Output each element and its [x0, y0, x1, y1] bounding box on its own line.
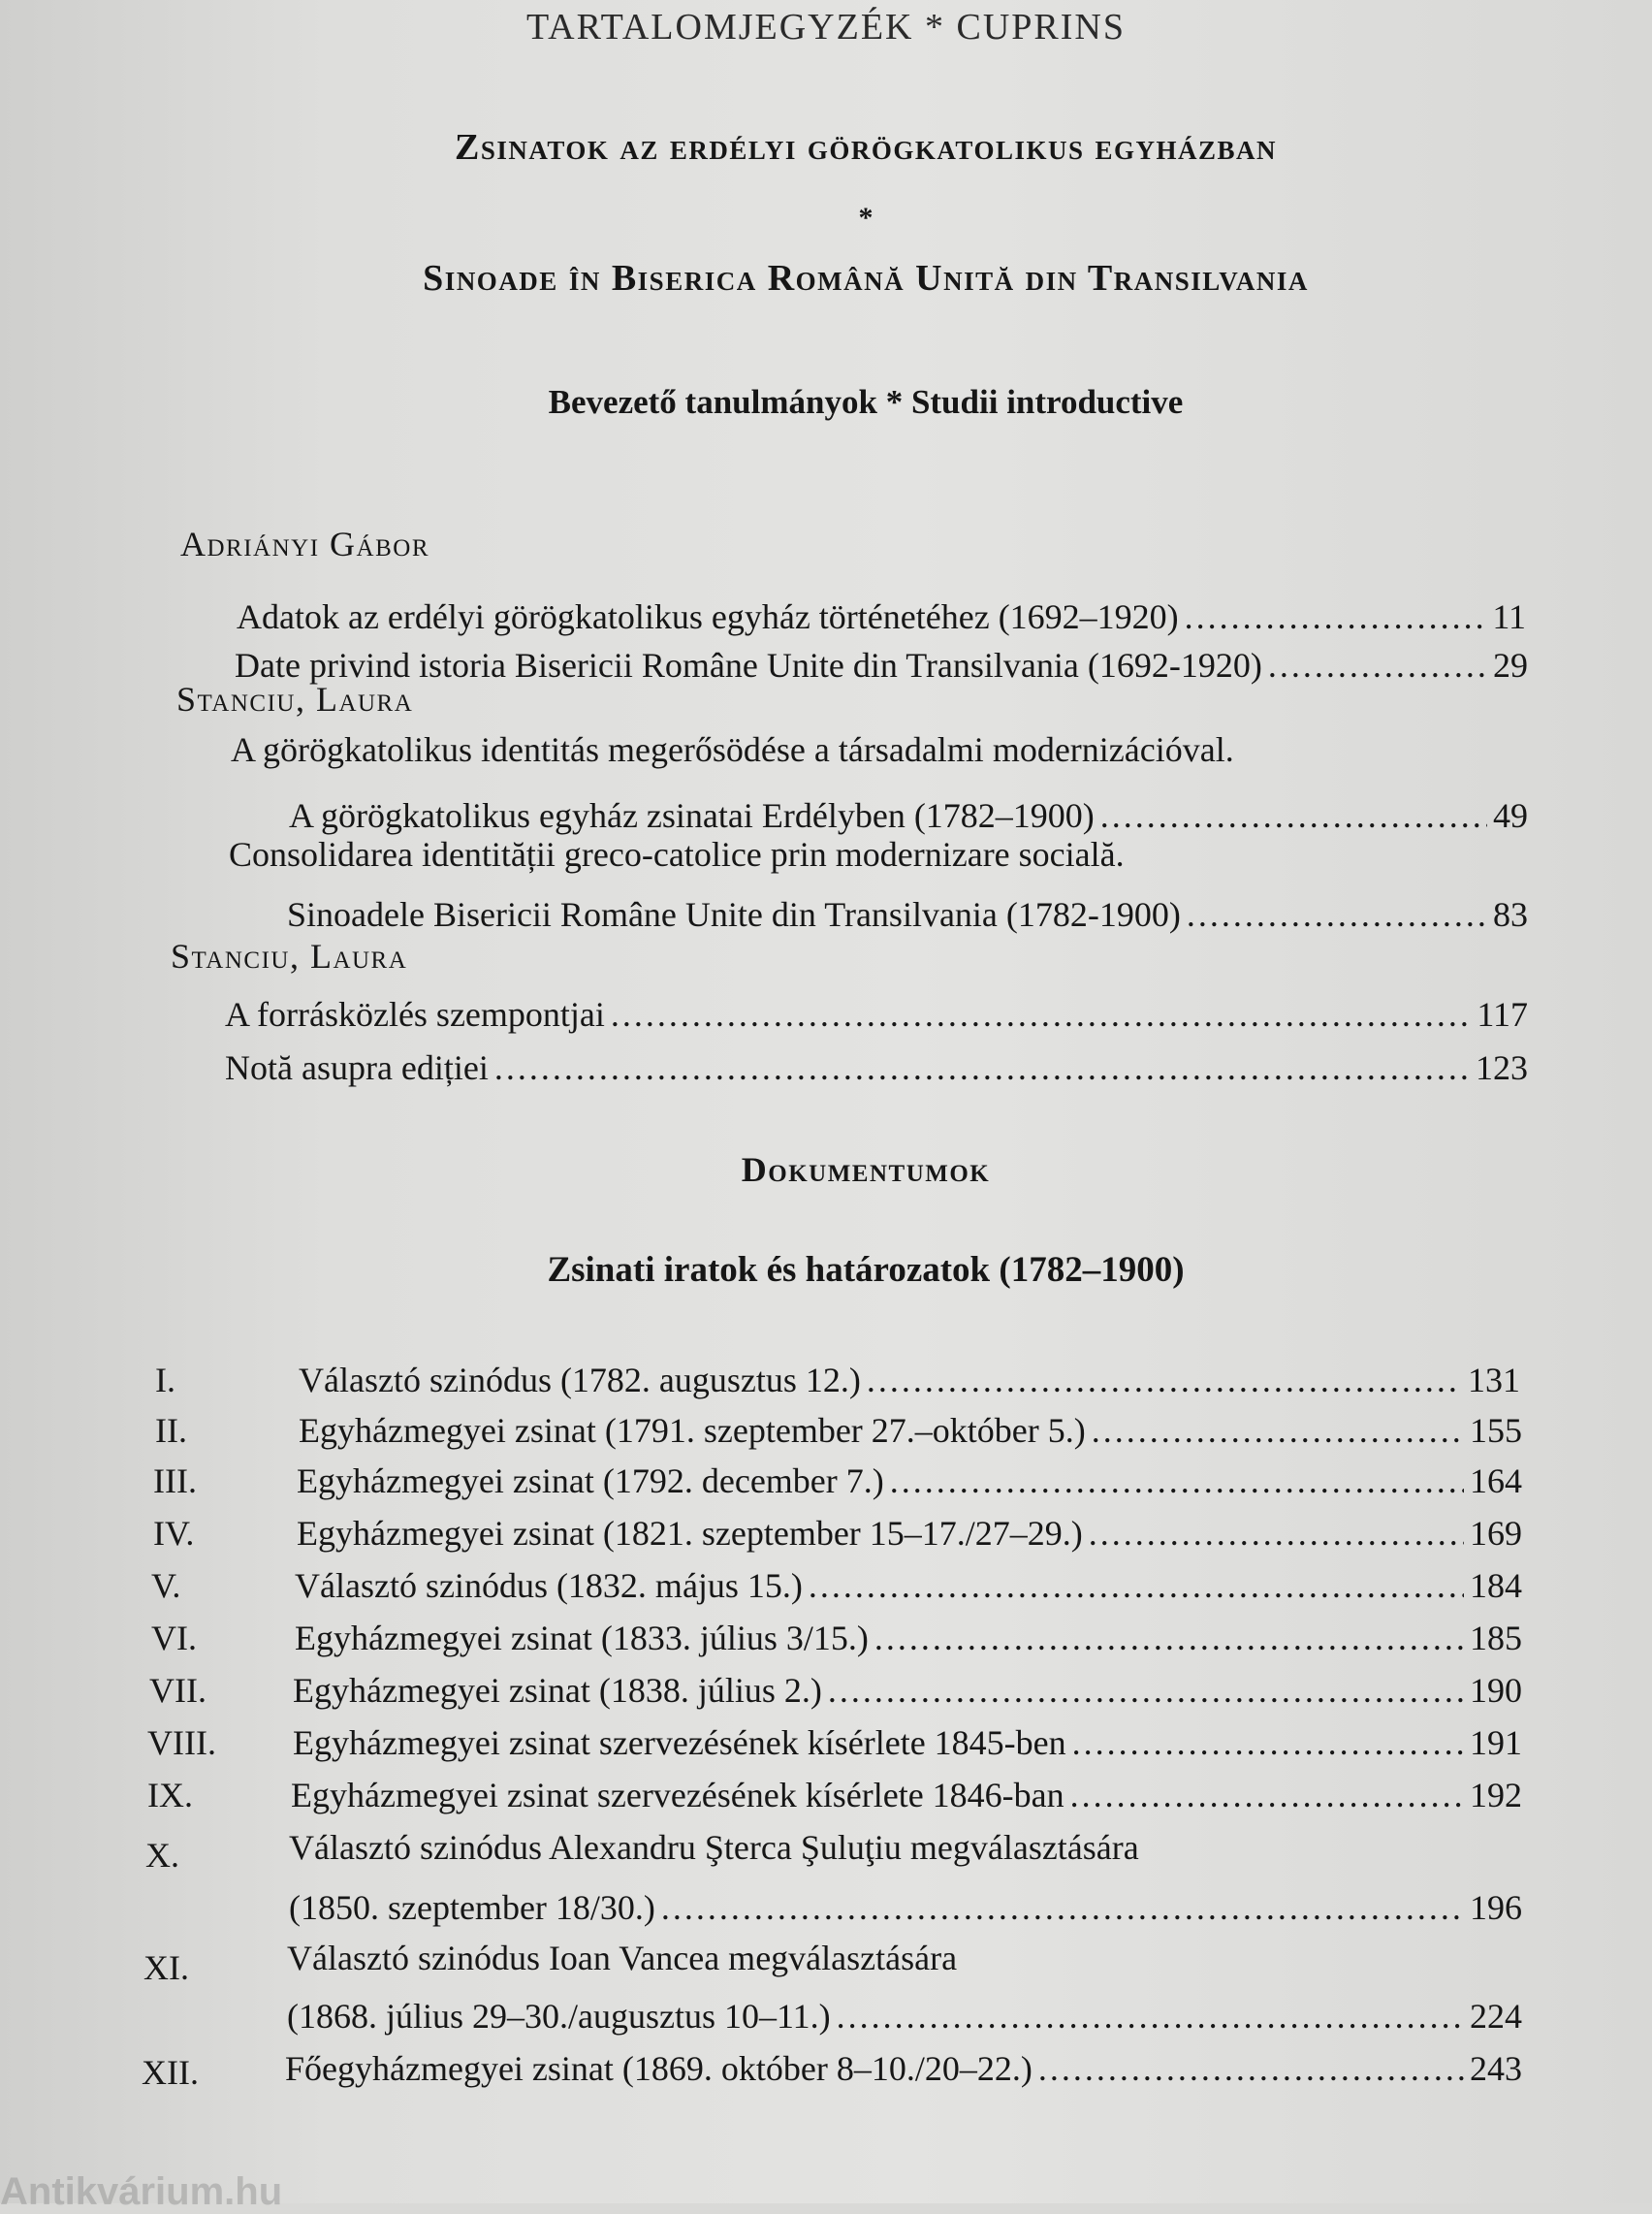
intro-heading: Bevezető tanulmányok * Studii introductive: [548, 383, 1184, 421]
toc-entry-intro-5[interactable]: [225, 994, 1528, 1035]
leader-dots: [1092, 1410, 1464, 1451]
doc-10-line1: Választó szinódus Alexandru Şterca Şuluţiu megválasztására: [289, 1828, 1139, 1867]
entry-page: 224: [1470, 1997, 1522, 2036]
leader-dots: [874, 1618, 1464, 1658]
doc-number: I.: [155, 1361, 175, 1399]
watermark: Antikvárium.hu: [0, 2170, 283, 2213]
entry-title: Választó szinódus (1782. augusztus 12.): [299, 1361, 861, 1399]
toc-entry-doc-12[interactable]: [285, 2048, 1522, 2089]
leader-dots: [1070, 1775, 1464, 1815]
entry-page: 131: [1468, 1361, 1520, 1399]
doc-number: VIII.: [147, 1723, 216, 1762]
entry-page: 11: [1492, 597, 1526, 636]
toc-entry-intro-2[interactable]: [235, 645, 1528, 686]
entry-title: Egyházmegyei zsinat (1838. július 2.): [293, 1671, 822, 1710]
leader-dots: [1100, 795, 1487, 836]
toc-entry-doc-11[interactable]: [287, 1996, 1522, 2037]
entry-title: Egyházmegyei zsinat szervezésének kísérlete 1845-ben: [293, 1723, 1066, 1762]
entry-title: Notă asupra ediției: [225, 1048, 489, 1087]
entry-title: Választó szinódus (1832. május 15.): [295, 1566, 803, 1605]
entry-page: 196: [1470, 1888, 1522, 1927]
entry-title: Egyházmegyei zsinat szervezésének kísérlete 1846-ban: [291, 1776, 1064, 1814]
entry-title: Egyházmegyei zsinat (1791. szeptember 27.–október 5.): [299, 1411, 1086, 1450]
toc-entry-doc-4[interactable]: [297, 1513, 1522, 1554]
leader-dots: [1072, 1722, 1464, 1763]
toc-entry-intro-4[interactable]: [287, 894, 1528, 935]
author-adrianyi: Adriányi Gábor: [180, 525, 429, 563]
entry-page: 190: [1470, 1671, 1522, 1710]
toc-entry-doc-3[interactable]: [297, 1460, 1522, 1501]
doc-number: III.: [153, 1461, 197, 1500]
doc-number: XII.: [142, 2053, 199, 2092]
toc-entry-intro-6[interactable]: [225, 1047, 1528, 1088]
entry-intro-3-line1: A görögkatolikus identitás megerősödése a társadalmi modernizációval.: [231, 730, 1234, 769]
doc-number: VI.: [151, 1619, 197, 1657]
toc-entry-doc-5[interactable]: [295, 1565, 1522, 1606]
entry-page: 169: [1470, 1514, 1522, 1553]
entry-title: Főegyházmegyei zsinat (1869. október 8–10./20–22.): [285, 2049, 1032, 2088]
entry-title: Egyházmegyei zsinat (1833. július 3/15.): [295, 1619, 869, 1657]
documents-subheading: Zsinati iratok és határozatok (1782–1900): [547, 1250, 1185, 1290]
title-separator: *: [858, 202, 874, 234]
doc-number: IV.: [153, 1514, 195, 1553]
leader-dots: [837, 1996, 1464, 2037]
doc-number: II.: [155, 1411, 187, 1450]
leader-dots: [661, 1887, 1464, 1928]
entry-page: 117: [1477, 995, 1528, 1034]
toc-entry-doc-9[interactable]: [291, 1775, 1522, 1815]
toc-entry-doc-2[interactable]: [299, 1410, 1522, 1451]
entry-page: 164: [1470, 1461, 1522, 1500]
entry-page: 155: [1470, 1411, 1522, 1450]
leader-dots: [809, 1565, 1464, 1606]
entry-intro-4-line1: Consolidarea identității greco-catolice prin modernizare socială.: [229, 835, 1125, 874]
entry-title: Egyházmegyei zsinat (1792. december 7.): [297, 1461, 884, 1500]
entry-title: (1850. szeptember 18/30.): [289, 1888, 655, 1927]
leader-dots: [1185, 596, 1487, 637]
entry-page: 49: [1493, 796, 1528, 835]
documents-heading: Dokumentumok: [741, 1150, 991, 1189]
doc-number: V.: [151, 1566, 181, 1605]
doc-number: X.: [145, 1836, 179, 1875]
doc-11-line1: Választó szinódus Ioan Vancea megválasztására: [287, 1939, 958, 1977]
title-hungarian: Zsinatok az erdélyi görögkatolikus egyházban: [454, 127, 1278, 168]
entry-page: 191: [1470, 1723, 1522, 1762]
entry-title: Egyházmegyei zsinat (1821. szeptember 15–17./27–29.): [297, 1514, 1083, 1553]
entry-page: 192: [1470, 1776, 1522, 1814]
leader-dots: [1089, 1513, 1464, 1554]
leader-dots: [1038, 2048, 1464, 2089]
toc-entry-intro-3[interactable]: [289, 795, 1528, 836]
leader-dots: [890, 1460, 1464, 1501]
leader-dots: [1268, 645, 1487, 686]
toc-entry-intro-1[interactable]: [237, 596, 1526, 637]
leader-dots: [828, 1670, 1464, 1711]
entry-title: (1868. július 29–30./augusztus 10–11.): [287, 1997, 831, 2036]
entry-page: 185: [1470, 1619, 1522, 1657]
leader-dots: [867, 1360, 1462, 1400]
running-head: TARTALOMJEGYZÉK * CUPRINS: [526, 7, 1126, 48]
doc-number: IX.: [147, 1776, 193, 1814]
toc-entry-doc-8[interactable]: [293, 1722, 1522, 1763]
entry-page: 184: [1470, 1566, 1522, 1605]
leader-dots: [1187, 894, 1487, 935]
entry-page: 243: [1470, 2049, 1522, 2088]
toc-entry-doc-10[interactable]: [289, 1887, 1522, 1928]
entry-page: 83: [1493, 895, 1528, 934]
toc-entry-doc-1[interactable]: [299, 1360, 1520, 1400]
entry-page: 123: [1476, 1048, 1528, 1087]
entry-title: Date privind istoria Bisericii Române Unite din Transilvania (1692-1920): [235, 646, 1262, 685]
entry-title: A forrásközlés szempontjai: [225, 995, 605, 1034]
toc-entry-doc-6[interactable]: [295, 1618, 1522, 1658]
doc-number: XI.: [143, 1948, 189, 1987]
toc-entry-doc-7[interactable]: [293, 1670, 1522, 1711]
title-romanian: Sinoade în Biserica Română Unită din Transilvania: [423, 258, 1309, 299]
leader-dots: [611, 994, 1471, 1035]
leader-dots: [494, 1047, 1470, 1088]
author-stanciu-2: Stanciu, Laura: [171, 937, 408, 976]
author-stanciu-1: Stanciu, Laura: [176, 680, 414, 719]
entry-title: A görögkatolikus egyház zsinatai Erdélyben (1782–1900): [289, 796, 1095, 835]
entry-page: 29: [1493, 646, 1528, 685]
entry-title: Adatok az erdélyi görögkatolikus egyház történetéhez (1692–1920): [237, 597, 1179, 636]
doc-number: VII.: [149, 1671, 206, 1710]
entry-title: Sinoadele Bisericii Române Unite din Transilvania (1782-1900): [287, 895, 1181, 934]
